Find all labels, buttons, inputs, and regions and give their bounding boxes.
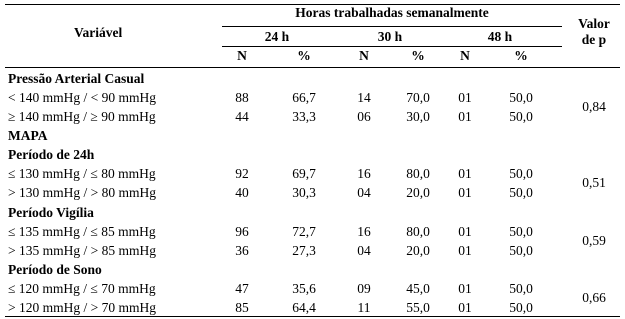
cell-n-48: 01 (458, 185, 472, 200)
cell-pct-24: 27,3 (292, 243, 316, 258)
cell-n-30: 04 (357, 243, 371, 258)
cell-n-48: 01 (458, 300, 472, 315)
cell-pct-30: 30,0 (406, 109, 430, 124)
section-title: Período de Sono (8, 262, 102, 277)
p-value: 0,59 (582, 233, 606, 248)
section-title: Período Vigília (8, 205, 94, 220)
header-pvalue-line1: Valor (578, 16, 610, 31)
cell-n-48: 01 (458, 166, 472, 181)
section-title: Pressão Arterial Casual (8, 71, 145, 86)
cell-n-48: 01 (458, 109, 472, 124)
subheader-top-rule (222, 46, 562, 47)
cell-pct-48: 50,0 (509, 300, 533, 315)
header-sub-n-24: N (237, 48, 247, 63)
cell-pct-30: 20,0 (406, 185, 430, 200)
cell-n-30: 04 (357, 185, 371, 200)
header-sub-n-30: N (359, 48, 369, 63)
row-label: < 140 mmHg / < 90 mmHg (8, 90, 156, 105)
cell-n-24: 88 (235, 90, 249, 105)
p-value: 0,51 (582, 175, 606, 190)
cell-pct-30: 80,0 (406, 224, 430, 239)
cell-pct-30: 70,0 (406, 90, 430, 105)
cell-pct-24: 69,7 (292, 166, 316, 181)
row-label: > 120 mmHg / > 70 mmHg (8, 300, 156, 315)
cell-pct-48: 50,0 (509, 166, 533, 181)
header-group-30h: 30 h (377, 29, 403, 44)
table-bottom-rule (5, 316, 620, 317)
p-value: 0,66 (582, 290, 606, 305)
row-label: ≤ 120 mmHg / ≤ 70 mmHg (8, 281, 156, 296)
row-label: ≤ 130 mmHg / ≤ 80 mmHg (8, 166, 156, 181)
header-group-24h: 24 h (264, 29, 290, 44)
cell-n-24: 44 (235, 109, 249, 124)
header-bottom-rule (5, 67, 620, 68)
header-sub-pct-48: % (514, 48, 528, 63)
cell-n-24: 47 (235, 281, 249, 296)
cell-pct-30: 20,0 (406, 243, 430, 258)
cell-n-24: 85 (235, 300, 249, 315)
cell-pct-24: 33,3 (292, 109, 316, 124)
row-label: ≤ 135 mmHg / ≤ 85 mmHg (8, 224, 156, 239)
cell-n-24: 40 (235, 185, 249, 200)
cell-n-30: 14 (357, 90, 371, 105)
section-title: MAPA (8, 128, 48, 143)
cell-n-48: 01 (458, 224, 472, 239)
cell-n-30: 16 (357, 224, 371, 239)
row-label: ≥ 140 mmHg / ≥ 90 mmHg (8, 109, 156, 124)
header-group-48h: 48 h (487, 29, 513, 44)
cell-pct-48: 50,0 (509, 185, 533, 200)
header-variable: Variável (74, 25, 123, 40)
cell-n-24: 96 (235, 224, 249, 239)
cell-pct-48: 50,0 (509, 90, 533, 105)
row-label: > 130 mmHg / > 80 mmHg (8, 185, 156, 200)
cell-pct-48: 50,0 (509, 109, 533, 124)
header-sub-n-48: N (460, 48, 470, 63)
cell-pct-24: 30,3 (292, 185, 316, 200)
cell-n-24: 36 (235, 243, 249, 258)
cell-pct-30: 45,0 (406, 281, 430, 296)
cell-pct-30: 55,0 (406, 300, 430, 315)
cell-n-48: 01 (458, 281, 472, 296)
cell-n-30: 06 (357, 109, 371, 124)
section-title: Período de 24h (8, 147, 95, 162)
header-sub-pct-24: % (297, 48, 311, 63)
cell-pct-30: 80,0 (406, 166, 430, 181)
row-label: > 135 mmHg / > 85 mmHg (8, 243, 156, 258)
cell-n-30: 09 (357, 281, 371, 296)
cell-pct-24: 66,7 (292, 90, 316, 105)
cell-n-30: 11 (357, 300, 371, 315)
header-pvalue-line2: de p (581, 32, 607, 47)
cell-pct-48: 50,0 (509, 224, 533, 239)
cell-pct-24: 64,4 (292, 300, 316, 315)
cell-n-48: 01 (458, 90, 472, 105)
cell-pct-48: 50,0 (509, 243, 533, 258)
header-group: Horas trabalhadas semanalmente (295, 5, 489, 20)
cell-pct-48: 50,0 (509, 281, 533, 296)
p-value: 0,84 (582, 99, 606, 114)
header-sub-pct-30: % (411, 48, 425, 63)
cell-n-24: 92 (235, 166, 249, 181)
cell-pct-24: 72,7 (292, 224, 316, 239)
cell-n-48: 01 (458, 243, 472, 258)
cell-n-30: 16 (357, 166, 371, 181)
cell-pct-24: 35,6 (292, 281, 316, 296)
group-rule (222, 26, 562, 27)
